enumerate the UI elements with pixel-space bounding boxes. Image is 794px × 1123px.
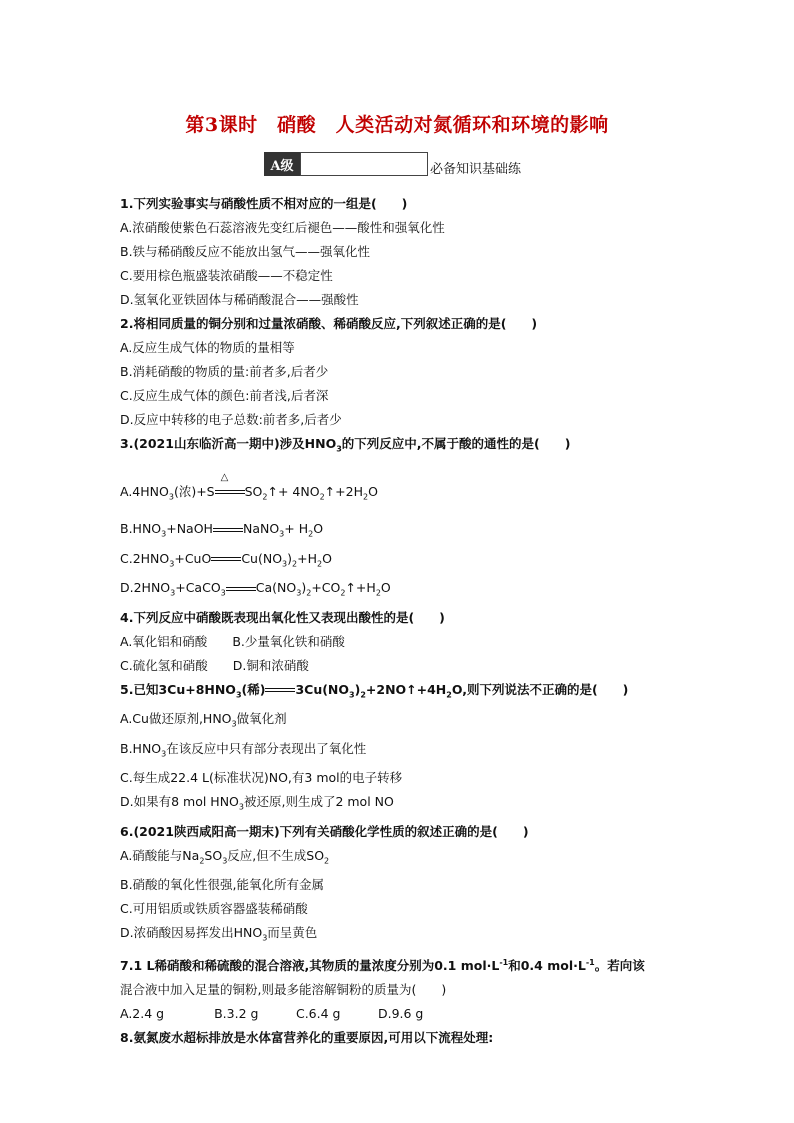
question-list [120,192,710,1050]
equals-sign [215,472,245,497]
q3-option-c: $C.2HNO_3+CuO$ $Cu(NO_3)_2+H_2O$ [120,550,332,568]
q3-option-d: $D.2HNO_3+CaCO_3$ $Ca(NO_3)_2+CO_2↑+H_2O$ [120,580,391,598]
level-box [300,152,428,176]
q4-options-cd: C.硫化氢和硝酸 D.铜和浓硝酸 [120,657,309,673]
q3-option-a: $A.4HNO_3$(浓)+S △ $SO_2↑+$ $4NO_2↑+2H_2O$ [120,472,378,501]
q5-option-b: $B.HNO_3$在该反应中只有部分表现出了氧化性 [120,740,367,758]
q2-option-a: A.反应生成气体的物质的量相等 [120,340,295,355]
level-tag: A级 [264,152,300,176]
q1-option-d: D.氢氧化亚铁固体与稀硝酸混合——强酸性 [120,292,359,307]
q1-stem: 1.下列实验事实与硝酸性质不相对应的一组是( ) [120,196,408,211]
q6-option-b: B.硝酸的氧化性很强,能氧化所有金属 [120,877,325,892]
q7-stem-line2: 混合液中加入足量的铜粉,则最多能溶解铜粉的质量为( ) [120,981,447,997]
q5-option-d: D.如果有8 mol $HNO_3$被还原,则生成了2 mol NO [120,794,394,812]
q2-option-c: C.反应生成气体的颜色:前者浅,后者深 [120,388,329,403]
q6-option-c: C.可用铝质或铁质容器盛装稀硝酸 [120,901,308,916]
q6-stem: 6.(2021陕西咸阳高一期末)下列有关硝酸化学性质的叙述正确的是( ) [120,823,529,839]
q5-stem: 5.已知$3Cu+8HNO_3$(稀) $3Cu(NO_3)_2+2NO↑+4H_2O$,则下列说法不正确的是( ) [120,681,629,699]
page-title: 第3课时 硝酸 人类活动对氮循环和环境的影响 [185,114,609,136]
q3-option-b: $B.HNO_3+NaOH$ NaNO$_3$+ $H_2O$ [120,521,324,539]
q1-option-b: B.铁与稀硝酸反应不能放出氢气——强氧化性 [120,244,371,259]
q3-stem: 3.(2021山东临沂高一期中)涉及$HNO_3$的下列反应中,不属于酸的通性的是( ) [120,436,571,454]
q4-options-ab: A.氧化铝和硝酸 B.少量氧化铁和硝酸 [120,633,345,649]
q6-option-a: A.硝酸能与$Na_2SO_3$反应,但不生成$SO_2$ [120,847,330,865]
level-label: 必备知识基础练 [430,162,522,177]
q2-option-d: D.反应中转移的电子总数:前者多,后者少 [120,412,342,427]
q1-option-a: A.浓硝酸使紫色石蕊溶液先变红后褪色——酸性和强氧化性 [120,220,445,235]
q1-option-c: C.要用棕色瓶盛装浓硝酸——不稳定性 [120,268,333,283]
q5-option-c: C.每生成22.4 L(标准状况)NO,有3 mol的电子转移 [120,770,403,785]
q2-stem: 2.将相同质量的铜分别和过量浓硝酸、稀硝酸反应,下列叙述正确的是( ) [120,316,538,331]
q5-option-a: A.Cu做还原剂$,HNO_3$做氧化剂 [120,711,287,729]
heat-condition: △ [220,472,229,483]
q7-stem-line1: 7.1 L稀硝酸和稀硫酸的混合溶液,其物质的量浓度分别为0.1 $mol\cdot L^{-1}$和0.4 $mol\cdot L^{-1}$。若向该 [120,957,645,973]
q7-options: A.2.4 g B.3.2 g C.6.4 g D.9.6 g [120,1005,424,1021]
q8-stem: 8.氨氮废水超标排放是水体富营养化的重要原因,可用以下流程处理: [120,1029,494,1045]
q6-option-d: D.浓硝酸因易挥发出$HNO_3$而呈黄色 [120,925,318,943]
q4-stem: 4.下列反应中硝酸既表现出氧化性又表现出酸性的是( ) [120,609,445,625]
q2-option-b: B.消耗硝酸的物质的量:前者多,后者少 [120,364,329,379]
